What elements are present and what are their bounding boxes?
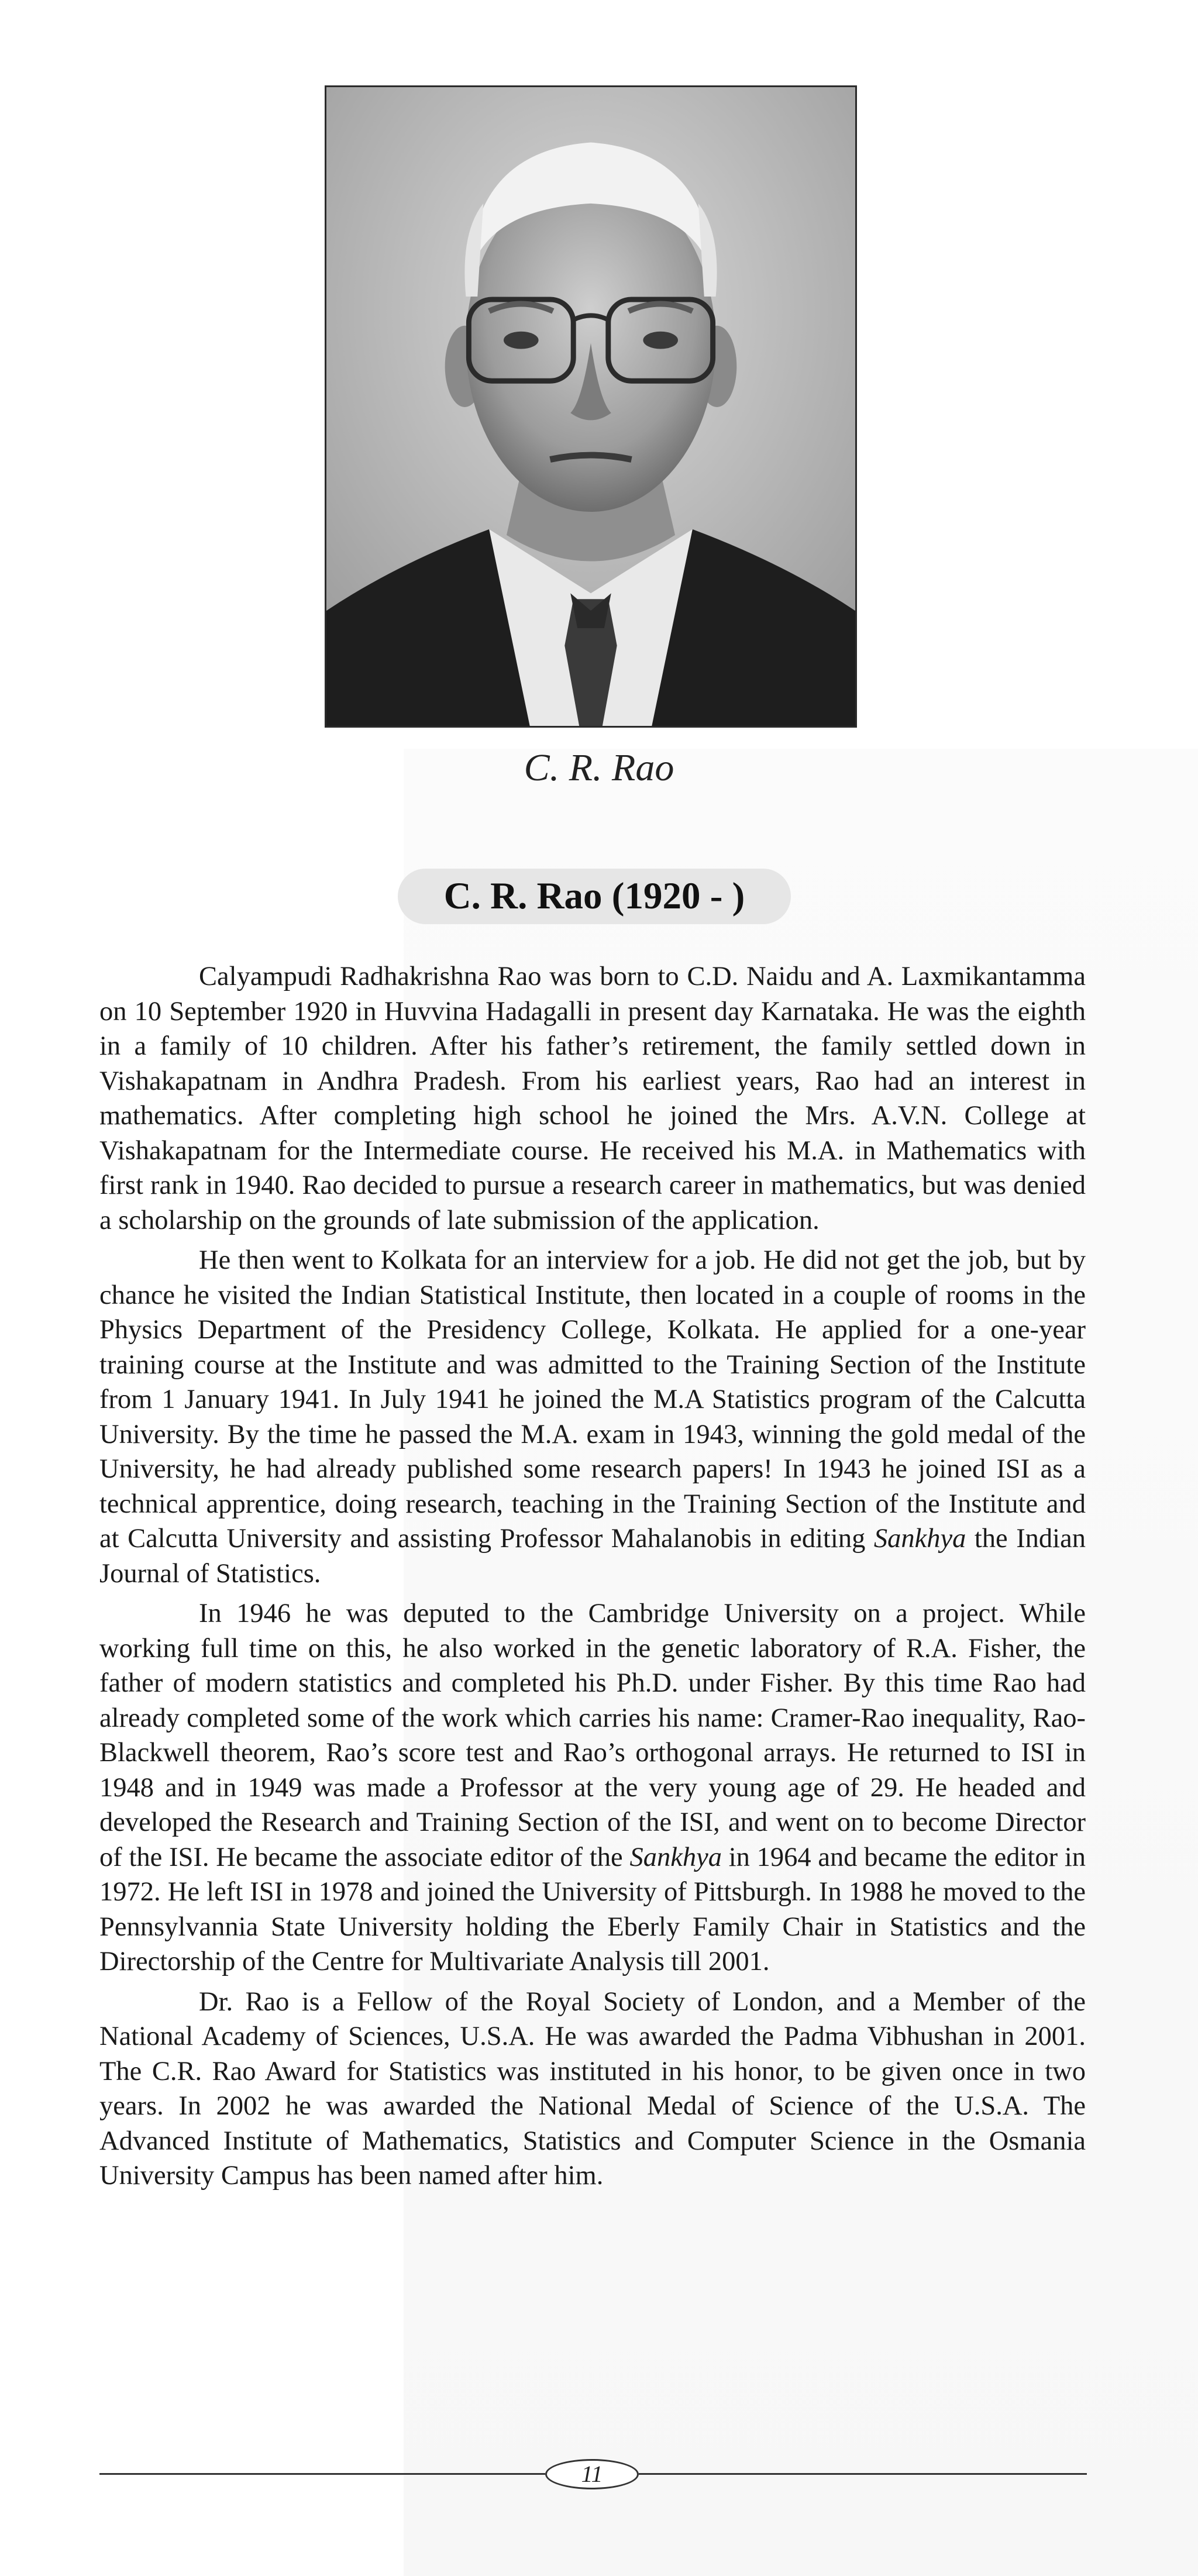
paragraph-text: Calyampudi Radhakrishna Rao was born to C.D. Naidu and A. Laxmikantamma on 10 September 1920 in Huvvina Hadagalli in present day Karnataka. He was the eighth in a family of 10 children. After his father’s retirement, the family settled down in Vishakapatnam in Andhra Pradesh. From his earliest years, Rao had an interest in mathematics. After completing high school he joined the Mrs. A.V.N. College at Vishakapatnam for the Intermediate course. He received his M.A. in Mathematics with first rank in 1940. Rao decided to pursue a research career in mathematics, but was denied a scholarship on the grounds of late submission of the application. bbox=[99, 962, 1086, 1235]
paragraph-text: He then went to Kolkata for an interview for a job. He did not get the job, but by chance he visited the Indian Statistical Institute, then located in a couple of rooms in the Physics Department of the Presidency College, Kolkata. He applied for a one-year training course at the Institute and was admitted to the Training Section of the Institute from 1 January 1941. In July 1941 he joined the M.A Statistics program of the Calcutta University. By the time he passed the M.A. exam in 1943, winning the gold medal of the University, he had already published some research papers! In 1943 he joined ISI as a technical apprentice, doing research, teaching in the Training Section of the Institute and at Calcutta University and assisting Professor Mahalanobis in editing bbox=[99, 1245, 1086, 1554]
paragraph-text: In 1946 he was deputed to the Cambridge University on a project. While working full time on this, he also worked in the genetic laboratory of R.A. Fisher, the father of modern statistics and completed his Ph.D. under Fisher. By this time Rao had already completed some of the work which carries his name: Cramer-Rao inequality, Rao-Blackwell theorem, Rao’s score test and Rao’s orthogonal arrays. He returned to ISI in 1948 and in 1949 was made a Professor at the very young age of 29. He headed and developed the Research and Training Section of the ISI, and went on to become Director of the ISI. He became the associate editor of the bbox=[99, 1599, 1086, 1872]
paragraph bbox=[99, 1985, 1086, 2193]
paragraph-text: in 1964 and became the editor in 1972. He left ISI in 1978 and joined the University of Pittsburgh. In 1988 he moved to the Pennsylvannia State University holding the Eberly Family Chair in Statistics and the Directorship of the Centre for Multivariate Analysis till 2001. bbox=[99, 1842, 1086, 1976]
footer-rule-right bbox=[639, 2473, 1087, 2475]
page-number: 11 bbox=[545, 2459, 639, 2489]
paragraph-text: the Indian Journal of Statistics. bbox=[99, 1524, 1086, 1589]
paragraph bbox=[99, 1243, 1086, 1591]
paragraph bbox=[99, 959, 1086, 1238]
italic-text: Sankhya bbox=[873, 1524, 966, 1554]
footer-rule-left bbox=[99, 2473, 545, 2475]
italic-text: Sankhya bbox=[629, 1842, 722, 1872]
portrait-illustration bbox=[326, 87, 855, 726]
paragraph bbox=[99, 1596, 1086, 1979]
page-title: C. R. Rao (1920 - ) bbox=[398, 869, 791, 924]
portrait-photo bbox=[325, 85, 857, 728]
biography-text bbox=[99, 959, 1086, 2199]
paragraph-text: Dr. Rao is a Fellow of the Royal Society of London, and a Member of the National Academy of Sciences, U.S.A. He was awarded the Padma Vibhushan in 2001. The C.R. Rao Award for Statistics was instituted in his honor, to be given once in two years. In 2002 he was awarded the National Medal of Science of the U.S.A. The Advanced Institute of Mathematics, Statistics and Computer Science in the Osmania University Campus has been named after him. bbox=[99, 1986, 1086, 2191]
photo-caption: C. R. Rao bbox=[524, 746, 674, 789]
